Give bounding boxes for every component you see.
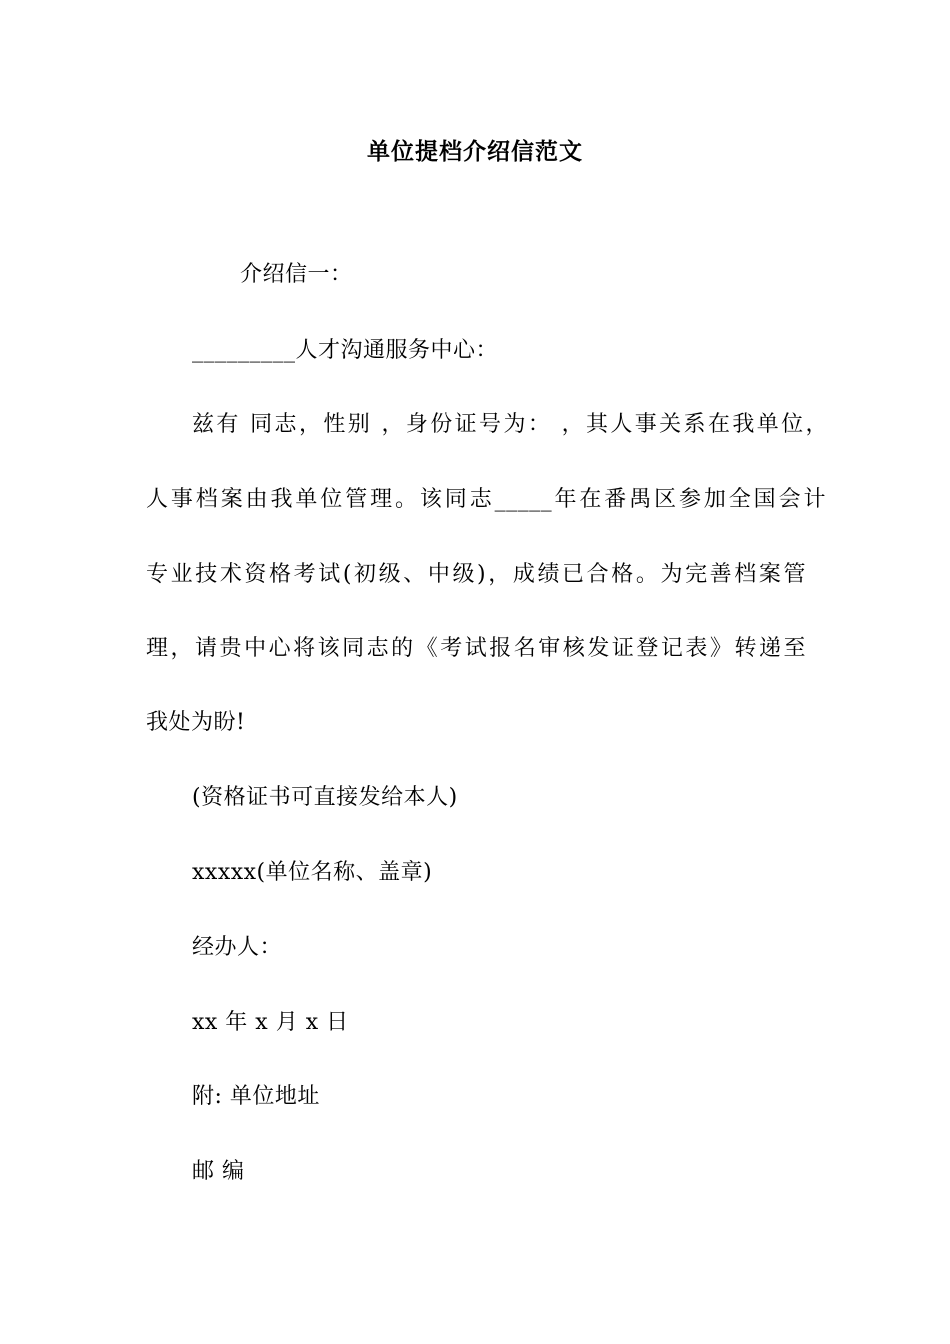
letter-postcode: 邮 编 — [192, 1159, 245, 1184]
letter-subtitle: 介绍信一： — [240, 262, 353, 287]
letter-unit: xxxxx(单位名称、盖章) — [192, 860, 433, 885]
letter-note: (资格证书可直接发给本人) — [192, 785, 458, 810]
letter-handler: 经办人： — [192, 935, 283, 960]
letter-attachment: 附: 单位地址 — [192, 1084, 320, 1109]
document-title: 单位提档介绍信范文 — [367, 138, 583, 165]
body-line: 理，请贵中心将该同志的《考试报名审核发证登记表》转递至 — [146, 636, 806, 661]
letter-date: xx 年 x 月 x 日 — [192, 1010, 349, 1035]
letter-recipient: _________人才沟通服务中心： — [192, 338, 499, 363]
body-line: 专业技术资格考试(初级、中级)，成绩已合格。为完善档案管 — [146, 562, 806, 587]
body-line: 人事档案由我单位管理。该同志_____年在番禺区参加全国会计 — [146, 487, 826, 512]
body-line: 我处为盼! — [146, 710, 246, 735]
body-line: 兹有 同志，性别 ，身份证号为： ，其人事关系在我单位， — [192, 412, 828, 437]
